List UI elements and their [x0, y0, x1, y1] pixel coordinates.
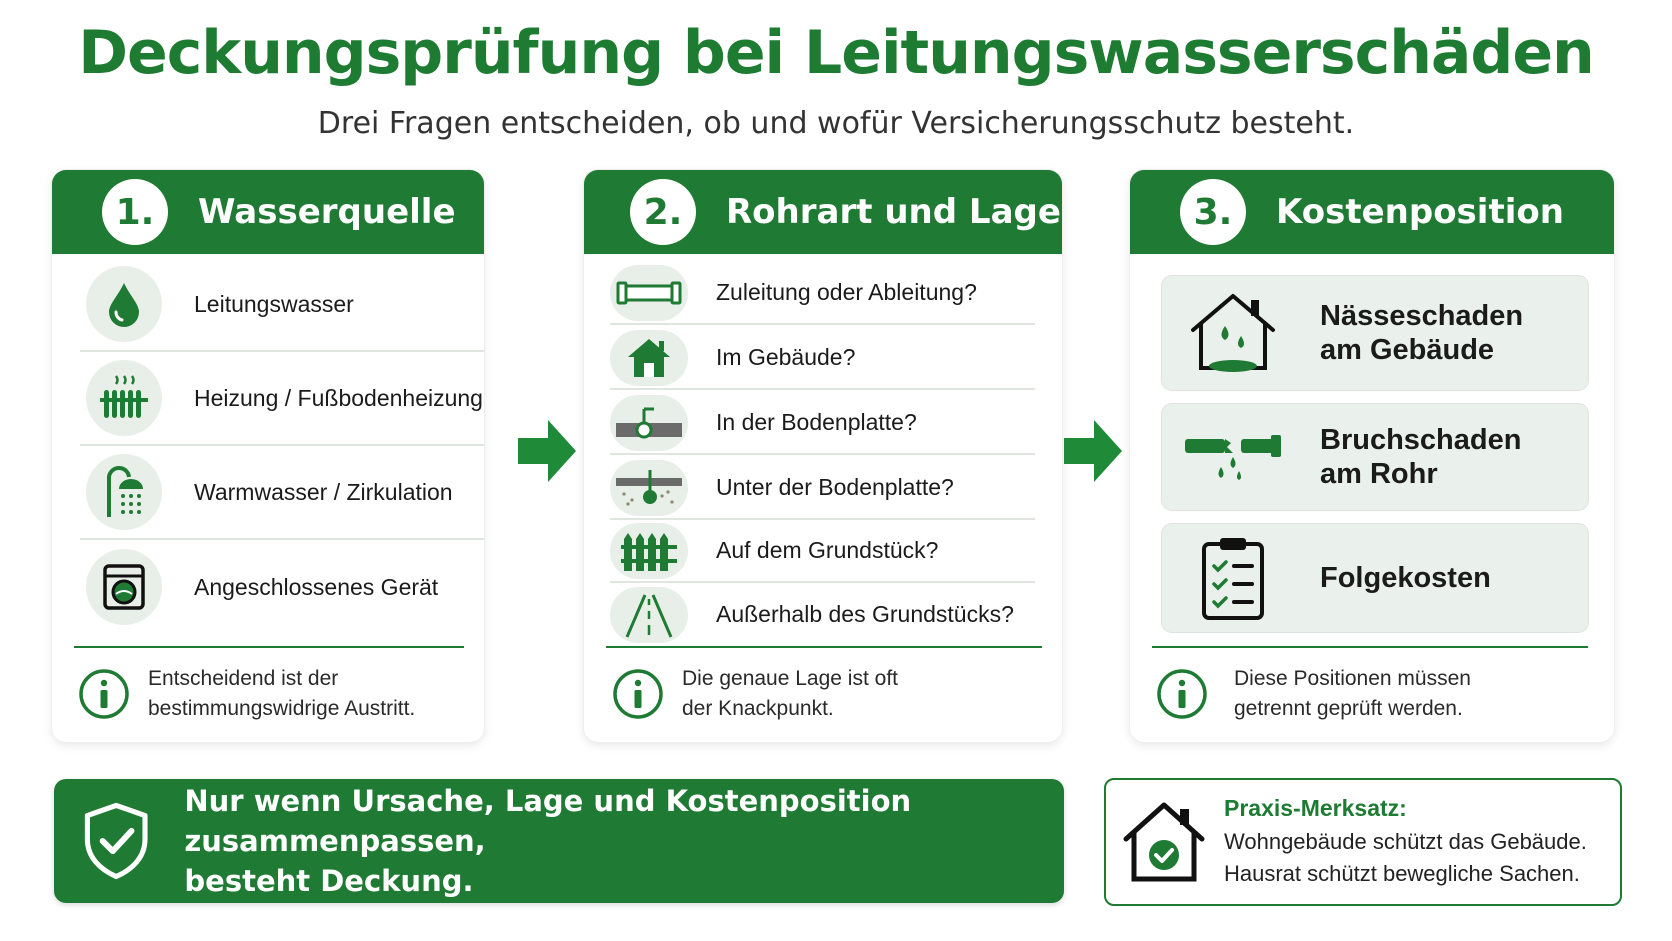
card-header — [1130, 170, 1614, 254]
washing-machine-icon — [86, 549, 162, 625]
list-item — [80, 540, 484, 634]
note-text: Die genaue Lage ist oft der Knackpunkt. — [682, 667, 898, 720]
divider — [606, 646, 1042, 648]
cost-label: Bruchschaden am Rohr — [1320, 424, 1522, 490]
house-icon — [610, 330, 688, 386]
praxis-heading: Praxis-Merksatz: — [1224, 794, 1407, 821]
item-label: Angeschlossenes Gerät — [194, 573, 439, 600]
card-title: Rohrart und Lage — [726, 192, 1061, 232]
radiator-icon — [86, 360, 162, 436]
arrow-right-icon — [518, 420, 576, 482]
praxis-line-1: Wohngebäude schützt das Gebäude. — [1224, 828, 1587, 854]
step-number: 2. — [630, 179, 696, 245]
praxis-merksatz-box — [1104, 778, 1622, 906]
shower-icon — [86, 454, 162, 530]
step-number: 1. — [102, 179, 168, 245]
floor-slab-pipe-icon — [610, 395, 688, 451]
checklist-icon — [1178, 534, 1288, 622]
page-subtitle: Drei Fragen entscheiden, ob und wofür Versicherungsschutz besteht. — [317, 106, 1355, 141]
item-label: Unter der Bodenplatte? — [716, 474, 954, 500]
step-number: 3. — [1180, 179, 1246, 245]
info-note — [78, 664, 415, 724]
info-icon — [78, 668, 130, 720]
cost-position-box — [1162, 524, 1588, 632]
shield-check-icon — [84, 795, 148, 887]
house-check-icon — [1122, 799, 1206, 885]
item-label: Zuleitung oder Ableitung? — [716, 279, 977, 305]
page-title: Deckungsprüfung bei Leitungswasserschäden — [78, 18, 1594, 88]
note-text: Entscheidend ist der bestimmungswidrige Austritt. — [148, 667, 416, 720]
card-kostenposition — [1130, 170, 1614, 742]
conclusion-banner — [54, 779, 1064, 903]
cost-label: Folgekosten — [1320, 562, 1491, 594]
item-label: Heizung / Fußbodenheizung — [194, 384, 483, 411]
cost-position-box — [1162, 404, 1588, 510]
cost-position-box — [1162, 276, 1588, 390]
pipe-icon — [610, 265, 688, 321]
info-icon — [1156, 668, 1208, 720]
road-icon — [610, 587, 688, 643]
praxis-text — [1224, 795, 1587, 890]
info-icon — [612, 668, 664, 720]
item-label: Warmwasser / Zirkulation — [194, 478, 453, 505]
water-drop-icon — [86, 266, 162, 342]
list-item — [80, 446, 484, 540]
card-header — [52, 170, 484, 254]
card-title: Kostenposition — [1276, 192, 1564, 232]
item-label: Außerhalb des Grundstücks? — [716, 601, 1014, 627]
divider — [74, 646, 464, 648]
card-title: Wasserquelle — [198, 192, 456, 232]
item-label: Leitungswasser — [194, 290, 354, 317]
info-note — [1156, 664, 1471, 724]
banner-text: Nur wenn Ursache, Lage und Kostenposition zusammenpassen, besteht Deckung. — [184, 784, 912, 898]
list-item — [610, 262, 1035, 325]
item-label: Auf dem Grundstück? — [716, 537, 939, 563]
fence-icon — [610, 523, 688, 579]
list-item — [80, 258, 484, 352]
list-item — [610, 520, 1035, 583]
card-header — [584, 170, 1062, 254]
cost-label: Nässeschaden am Gebäude — [1320, 300, 1524, 366]
note-text: Diese Positionen müssen getrennt geprüft werden. — [1234, 667, 1471, 720]
card-wasserquelle — [52, 170, 484, 742]
list-item — [610, 583, 1035, 646]
broken-pipe-icon — [1178, 427, 1288, 487]
under-slab-pipe-icon — [610, 460, 688, 516]
info-note — [612, 664, 898, 724]
house-water-damage-icon — [1178, 290, 1288, 376]
item-label: Im Gebäude? — [716, 344, 856, 370]
item-label: In der Bodenplatte? — [716, 409, 917, 435]
list-item — [610, 457, 1035, 520]
arrow-right-icon — [1064, 420, 1122, 482]
list-item — [80, 352, 484, 446]
card-rohrart-lage — [584, 170, 1062, 742]
divider — [1152, 646, 1588, 648]
list-item — [610, 327, 1035, 390]
list-item — [610, 392, 1035, 455]
praxis-line-2: Hausrat schützt bewegliche Sachen. — [1224, 860, 1580, 886]
